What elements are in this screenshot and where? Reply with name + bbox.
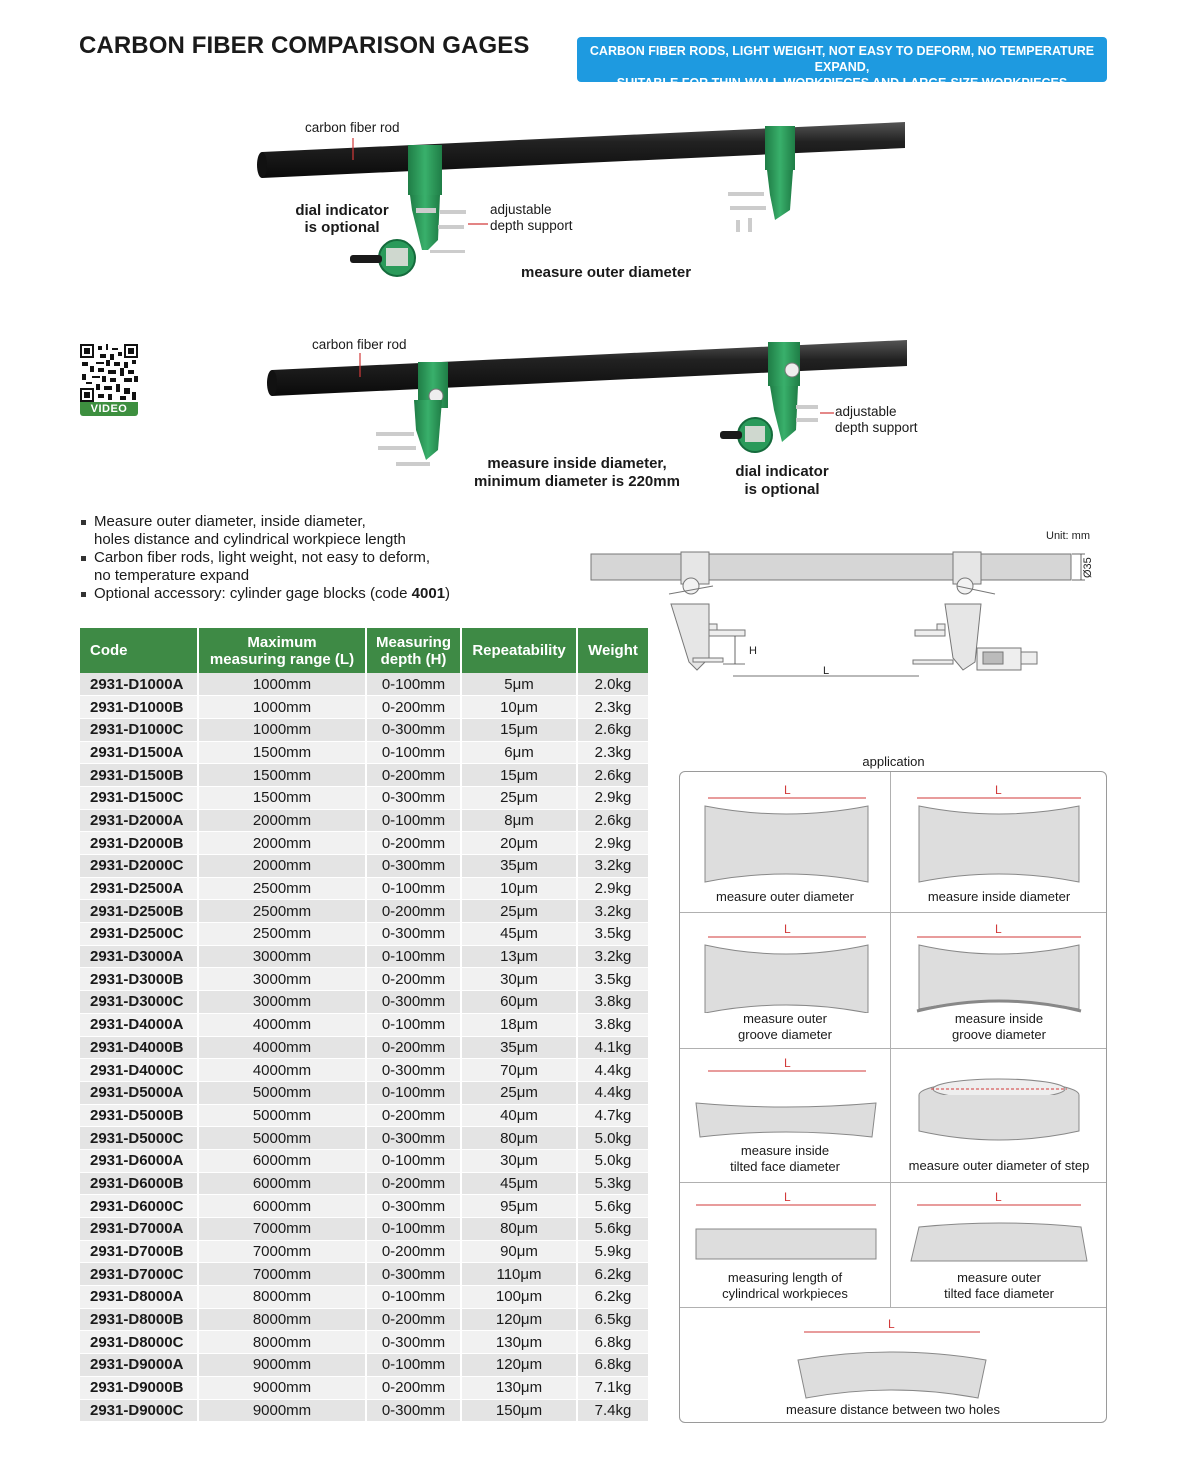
cell-repeatability: 110μm xyxy=(461,1263,577,1286)
dimension-drawing-svg xyxy=(585,540,1105,700)
table-row xyxy=(80,1240,648,1263)
table-row xyxy=(80,1172,648,1195)
cell-weight: 7.4kg xyxy=(577,1399,648,1422)
cell-repeatability: 10μm xyxy=(461,877,577,900)
col-header-repeatability: Repeatability xyxy=(461,628,577,673)
depth-dim-label: H xyxy=(749,645,757,657)
cell-range: 7000mm xyxy=(198,1240,366,1263)
cell-depth: 0-200mm xyxy=(366,1240,461,1263)
cell-code: 2931-D9000B xyxy=(80,1376,198,1399)
cell-range: 7000mm xyxy=(198,1218,366,1241)
cell-code: 2931-D3000A xyxy=(80,945,198,968)
cell-depth: 0-300mm xyxy=(366,1059,461,1082)
l-label: L xyxy=(784,1056,791,1070)
cell-repeatability: 80μm xyxy=(461,1218,577,1241)
bottom-support-line-2: depth support xyxy=(835,420,918,435)
table-row xyxy=(80,673,648,696)
app-cell-inside-groove xyxy=(891,913,1107,1048)
app-caption-7 xyxy=(680,1270,890,1302)
cell-repeatability: 5μm xyxy=(461,673,577,696)
cell-depth: 0-100mm xyxy=(366,809,461,832)
feature-1-line-2: holes distance and cylindrical workpiece length xyxy=(94,531,406,548)
table-row xyxy=(80,764,648,787)
bottom-rod-label: carbon fiber rod xyxy=(312,337,407,352)
cell-repeatability: 25μm xyxy=(461,1081,577,1104)
cell-code: 2931-D2000C xyxy=(80,855,198,878)
video-label: VIDEO xyxy=(80,402,138,416)
table-row xyxy=(80,1149,648,1172)
bottom-dial-line-2: is optional xyxy=(744,481,820,498)
cell-repeatability: 45μm xyxy=(461,1172,577,1195)
app-caption-8 xyxy=(891,1270,1107,1302)
table-row xyxy=(80,809,648,832)
cell-code: 2931-D2000A xyxy=(80,809,198,832)
feature-banner xyxy=(577,37,1107,90)
cell-depth: 0-100mm xyxy=(366,1218,461,1241)
cell-depth: 0-300mm xyxy=(366,1195,461,1218)
feature-3-text: Optional accessory: cylinder gage blocks (code xyxy=(94,585,412,602)
table-row xyxy=(80,741,648,764)
cell-repeatability: 70μm xyxy=(461,1059,577,1082)
cell-weight: 5.0kg xyxy=(577,1127,648,1150)
cell-code: 2931-D3000C xyxy=(80,991,198,1014)
cell-repeatability: 130μm xyxy=(461,1331,577,1354)
cell-weight: 2.0kg xyxy=(577,673,648,696)
bottom-caption-line-1: measure inside diameter, xyxy=(487,455,667,472)
cell-depth: 0-200mm xyxy=(366,1036,461,1059)
app-cell-two-holes xyxy=(680,1308,1106,1423)
app-cell-outer-step xyxy=(891,1049,1107,1182)
l-label: L xyxy=(784,783,791,797)
table-row xyxy=(80,1399,648,1422)
bottom-dial-line-1: dial indicator xyxy=(735,463,829,480)
app-caption-1: measure outer diameter xyxy=(715,889,854,904)
table-row xyxy=(80,1104,648,1127)
cell-repeatability: 95μm xyxy=(461,1195,577,1218)
cell-range: 5000mm xyxy=(198,1081,366,1104)
spec-table xyxy=(80,628,648,1422)
l-label: L xyxy=(995,922,1002,936)
cell-code: 2931-D9000C xyxy=(80,1399,198,1422)
cell-range: 3000mm xyxy=(198,991,366,1014)
cell-depth: 0-100mm xyxy=(366,1081,461,1104)
cell-range: 9000mm xyxy=(198,1376,366,1399)
bottom-dial-label xyxy=(728,463,836,499)
cell-weight: 2.6kg xyxy=(577,718,648,741)
cell-weight: 7.1kg xyxy=(577,1376,648,1399)
cell-range: 9000mm xyxy=(198,1354,366,1377)
l-label: L xyxy=(995,783,1002,797)
banner-line-2: SUITABLE FOR THIN-WALL WORKPIECES AND LARGE-SIZE WORKPIECES xyxy=(616,76,1068,90)
cell-weight: 6.8kg xyxy=(577,1331,648,1354)
depth-header-line-2: depth (H) xyxy=(380,650,447,668)
feature-2-line-2: no temperature expand xyxy=(94,567,250,584)
cell-repeatability: 150μm xyxy=(461,1399,577,1422)
app-cell-inside-diameter xyxy=(891,772,1107,912)
cell-weight: 6.2kg xyxy=(577,1263,648,1286)
cell-code: 2931-D1000B xyxy=(80,696,198,719)
table-row xyxy=(80,1376,648,1399)
table-row xyxy=(80,696,648,719)
cell-repeatability: 8μm xyxy=(461,809,577,832)
cell-weight: 2.9kg xyxy=(577,832,648,855)
cell-code: 2931-D8000A xyxy=(80,1286,198,1309)
cell-range: 8000mm xyxy=(198,1331,366,1354)
col-header-weight: Weight xyxy=(577,628,648,673)
table-row xyxy=(80,1127,648,1150)
cell-range: 7000mm xyxy=(198,1263,366,1286)
cell-range: 6000mm xyxy=(198,1195,366,1218)
cell-depth: 0-200mm xyxy=(366,1376,461,1399)
cell-weight: 3.5kg xyxy=(577,968,648,991)
cell-weight: 2.9kg xyxy=(577,786,648,809)
cell-depth: 0-100mm xyxy=(366,877,461,900)
cell-range: 4000mm xyxy=(198,1036,366,1059)
cell-code: 2931-D2500A xyxy=(80,877,198,900)
app-cell-outer-diameter xyxy=(680,772,890,912)
cell-weight: 2.3kg xyxy=(577,696,648,719)
cell-code: 2931-D6000B xyxy=(80,1172,198,1195)
cell-code: 2931-D2500C xyxy=(80,923,198,946)
cell-weight: 5.3kg xyxy=(577,1172,648,1195)
cell-depth: 0-200mm xyxy=(366,1104,461,1127)
app-cell-outer-groove xyxy=(680,913,890,1048)
feature-1-line-1: Measure outer diameter, inside diameter, xyxy=(94,513,366,530)
cell-range: 4000mm xyxy=(198,1013,366,1036)
bottom-support-label xyxy=(835,404,918,436)
cell-repeatability: 25μm xyxy=(461,786,577,809)
top-rod-assembly xyxy=(257,122,905,276)
cell-weight: 6.2kg xyxy=(577,1286,648,1309)
cell-range: 9000mm xyxy=(198,1399,366,1422)
cell-depth: 0-100mm xyxy=(366,1354,461,1377)
cell-depth: 0-300mm xyxy=(366,786,461,809)
cell-repeatability: 120μm xyxy=(461,1354,577,1377)
cell-range: 1500mm xyxy=(198,764,366,787)
cell-weight: 4.7kg xyxy=(577,1104,648,1127)
feature-item xyxy=(80,513,560,549)
cell-range: 2000mm xyxy=(198,832,366,855)
cell-repeatability: 30μm xyxy=(461,968,577,991)
cell-weight: 3.8kg xyxy=(577,1013,648,1036)
cell-code: 2931-D1500B xyxy=(80,764,198,787)
cell-range: 1500mm xyxy=(198,786,366,809)
table-row xyxy=(80,1331,648,1354)
cell-range: 8000mm xyxy=(198,1308,366,1331)
cell-range: 6000mm xyxy=(198,1172,366,1195)
cell-range: 4000mm xyxy=(198,1059,366,1082)
cell-range: 5000mm xyxy=(198,1104,366,1127)
app-caption-6: measure outer diameter of step xyxy=(908,1158,1090,1173)
col-header-range xyxy=(198,628,366,673)
app-caption-5 xyxy=(680,1143,890,1175)
app-caption-4-line-2: groove diameter xyxy=(952,1027,1046,1042)
bottom-caption-line-2: minimum diameter is 220mm xyxy=(474,473,680,490)
cell-depth: 0-300mm xyxy=(366,1399,461,1422)
cell-repeatability: 130μm xyxy=(461,1376,577,1399)
cell-weight: 4.4kg xyxy=(577,1059,648,1082)
cell-code: 2931-D5000A xyxy=(80,1081,198,1104)
app-caption-5-line-1: measure inside xyxy=(740,1143,830,1158)
cell-weight: 3.5kg xyxy=(577,923,648,946)
app-caption-7-line-2: cylindrical workpieces xyxy=(722,1286,848,1301)
cell-depth: 0-100mm xyxy=(366,741,461,764)
cell-weight: 2.9kg xyxy=(577,877,648,900)
cell-depth: 0-100mm xyxy=(366,1149,461,1172)
cell-repeatability: 100μm xyxy=(461,1286,577,1309)
cell-depth: 0-300mm xyxy=(366,991,461,1014)
cell-weight: 5.6kg xyxy=(577,1195,648,1218)
unit-label: Unit: mm xyxy=(1046,530,1090,542)
table-row xyxy=(80,945,648,968)
cell-range: 3000mm xyxy=(198,945,366,968)
cell-repeatability: 60μm xyxy=(461,991,577,1014)
app-cell-cylinder-length xyxy=(680,1183,890,1307)
cell-repeatability: 35μm xyxy=(461,855,577,878)
cell-range: 5000mm xyxy=(198,1127,366,1150)
cell-repeatability: 15μm xyxy=(461,718,577,741)
product-illustrations xyxy=(200,100,960,520)
table-row xyxy=(80,855,648,878)
cell-depth: 0-300mm xyxy=(366,1331,461,1354)
cell-code: 2931-D9000A xyxy=(80,1354,198,1377)
top-support-label xyxy=(490,202,573,234)
table-row xyxy=(80,1036,648,1059)
app-caption-4-line-1: measure inside xyxy=(954,1011,1044,1026)
top-dial-label xyxy=(290,202,394,236)
table-row xyxy=(80,832,648,855)
page-title: CARBON FIBER COMPARISON GAGES xyxy=(79,32,530,59)
table-row xyxy=(80,877,648,900)
table-row xyxy=(80,991,648,1014)
cell-code: 2931-D2500B xyxy=(80,900,198,923)
cell-code: 2931-D7000A xyxy=(80,1218,198,1241)
bottom-support-line-1: adjustable xyxy=(835,404,897,419)
cell-weight: 6.5kg xyxy=(577,1308,648,1331)
application-grid xyxy=(679,771,1107,1423)
top-support-line-2: depth support xyxy=(490,218,573,233)
cell-depth: 0-300mm xyxy=(366,1263,461,1286)
cell-code: 2931-D6000C xyxy=(80,1195,198,1218)
cell-repeatability: 120μm xyxy=(461,1308,577,1331)
cell-weight: 3.2kg xyxy=(577,855,648,878)
cell-weight: 4.1kg xyxy=(577,1036,648,1059)
cell-depth: 0-100mm xyxy=(366,673,461,696)
app-caption-3-line-2: groove diameter xyxy=(738,1027,832,1042)
table-row xyxy=(80,1218,648,1241)
cell-weight: 6.8kg xyxy=(577,1354,648,1377)
cell-code: 2931-D4000C xyxy=(80,1059,198,1082)
table-row xyxy=(80,1081,648,1104)
cell-repeatability: 80μm xyxy=(461,1127,577,1150)
cell-code: 2931-D7000B xyxy=(80,1240,198,1263)
table-row xyxy=(80,1059,648,1082)
table-row xyxy=(80,786,648,809)
cell-range: 2500mm xyxy=(198,923,366,946)
app-cell-outer-tilted xyxy=(891,1183,1107,1307)
cell-repeatability: 45μm xyxy=(461,923,577,946)
cell-depth: 0-200mm xyxy=(366,832,461,855)
cell-code: 2931-D1500A xyxy=(80,741,198,764)
cell-depth: 0-100mm xyxy=(366,1013,461,1036)
range-header-line-2: measuring range (L) xyxy=(209,650,355,668)
cell-weight: 3.2kg xyxy=(577,945,648,968)
cell-weight: 2.6kg xyxy=(577,809,648,832)
cell-depth: 0-100mm xyxy=(366,1286,461,1309)
cell-range: 1000mm xyxy=(198,718,366,741)
cell-repeatability: 90μm xyxy=(461,1240,577,1263)
spec-table-body xyxy=(80,673,648,1422)
cell-range: 2500mm xyxy=(198,900,366,923)
cell-code: 2931-D5000B xyxy=(80,1104,198,1127)
cell-weight: 3.2kg xyxy=(577,900,648,923)
cell-weight: 5.9kg xyxy=(577,1240,648,1263)
qr-code-icon xyxy=(80,344,138,402)
app-caption-2: measure inside diameter xyxy=(927,889,1071,904)
top-dial-line-1: dial indicator xyxy=(295,202,389,219)
banner-line-1: CARBON FIBER RODS, LIGHT WEIGHT, NOT EASY TO DEFORM, NO TEMPERATURE EXPAND, xyxy=(589,44,1095,74)
app-caption-7-line-1: measuring length of xyxy=(727,1270,843,1285)
cell-depth: 0-300mm xyxy=(366,855,461,878)
cell-depth: 0-300mm xyxy=(366,1127,461,1150)
table-row xyxy=(80,1013,648,1036)
feature-3-end: ) xyxy=(445,585,451,602)
l-label: L xyxy=(888,1317,895,1331)
cell-code: 2931-D5000C xyxy=(80,1127,198,1150)
video-qr-code[interactable] xyxy=(80,344,138,416)
table-row xyxy=(80,1263,648,1286)
cell-range: 2000mm xyxy=(198,855,366,878)
range-header-line-1: Maximum xyxy=(247,633,317,651)
cell-code: 2931-D4000A xyxy=(80,1013,198,1036)
cell-code: 2931-D1000C xyxy=(80,718,198,741)
l-label: L xyxy=(784,922,791,936)
cell-range: 1000mm xyxy=(198,696,366,719)
cell-repeatability: 15μm xyxy=(461,764,577,787)
cell-code: 2931-D7000C xyxy=(80,1263,198,1286)
bottom-caption xyxy=(464,455,690,491)
cell-depth: 0-100mm xyxy=(366,945,461,968)
cell-weight: 2.6kg xyxy=(577,764,648,787)
feature-2-line-1: Carbon fiber rods, light weight, not easy to deform, xyxy=(94,549,431,566)
cell-repeatability: 25μm xyxy=(461,900,577,923)
application-title: application xyxy=(862,754,925,769)
col-header-depth xyxy=(366,628,461,673)
app-caption-5-line-2: tilted face diameter xyxy=(730,1159,840,1174)
cell-repeatability: 10μm xyxy=(461,696,577,719)
table-row xyxy=(80,1308,648,1331)
cell-range: 8000mm xyxy=(198,1286,366,1309)
cell-depth: 0-300mm xyxy=(366,718,461,741)
cell-weight: 3.8kg xyxy=(577,991,648,1014)
cell-range: 2000mm xyxy=(198,809,366,832)
top-rod-label: carbon fiber rod xyxy=(305,120,400,135)
table-row xyxy=(80,923,648,946)
cell-code: 2931-D4000B xyxy=(80,1036,198,1059)
bottom-rod-assembly xyxy=(267,340,907,466)
app-caption-9: measure distance between two holes xyxy=(786,1402,1000,1417)
cell-weight: 2.3kg xyxy=(577,741,648,764)
accessory-code: 4001 xyxy=(411,585,446,602)
cell-repeatability: 35μm xyxy=(461,1036,577,1059)
depth-header-line-1: Measuring xyxy=(375,633,451,651)
table-row xyxy=(80,1354,648,1377)
cell-code: 2931-D3000B xyxy=(80,968,198,991)
table-row xyxy=(80,1286,648,1309)
length-dim-label: L xyxy=(823,665,830,677)
cell-depth: 0-200mm xyxy=(366,764,461,787)
cell-depth: 0-200mm xyxy=(366,1172,461,1195)
cell-depth: 0-200mm xyxy=(366,900,461,923)
cell-code: 2931-D8000B xyxy=(80,1308,198,1331)
cell-repeatability: 13μm xyxy=(461,945,577,968)
cell-code: 2931-D6000A xyxy=(80,1149,198,1172)
l-label: L xyxy=(995,1190,1002,1204)
app-cell-inside-tilted xyxy=(680,1049,890,1182)
cell-range: 1000mm xyxy=(198,673,366,696)
feature-item xyxy=(80,585,560,603)
cell-repeatability: 6μm xyxy=(461,741,577,764)
cell-code: 2931-D1000A xyxy=(80,673,198,696)
cell-weight: 4.4kg xyxy=(577,1081,648,1104)
table-header-row xyxy=(80,628,648,673)
cell-repeatability: 40μm xyxy=(461,1104,577,1127)
table-row xyxy=(80,900,648,923)
cell-range: 1500mm xyxy=(198,741,366,764)
app-caption-4 xyxy=(891,1011,1107,1043)
cell-range: 2500mm xyxy=(198,877,366,900)
top-support-line-1: adjustable xyxy=(490,202,552,217)
diameter-label: Ø35 xyxy=(1082,557,1094,578)
cell-repeatability: 18μm xyxy=(461,1013,577,1036)
app-caption-3-line-1: measure outer xyxy=(743,1011,827,1026)
top-caption: measure outer diameter xyxy=(521,264,692,281)
app-caption-8-line-1: measure outer xyxy=(957,1270,1041,1285)
app-caption-8-line-2: tilted face diameter xyxy=(944,1286,1054,1301)
table-row xyxy=(80,718,648,741)
top-dial-line-2: is optional xyxy=(304,219,380,236)
table-row xyxy=(80,968,648,991)
l-label: L xyxy=(784,1190,791,1204)
cell-depth: 0-200mm xyxy=(366,1308,461,1331)
cell-repeatability: 20μm xyxy=(461,832,577,855)
cell-weight: 5.0kg xyxy=(577,1149,648,1172)
cell-weight: 5.6kg xyxy=(577,1218,648,1241)
cell-depth: 0-200mm xyxy=(366,968,461,991)
cell-depth: 0-300mm xyxy=(366,923,461,946)
cell-range: 6000mm xyxy=(198,1149,366,1172)
feature-list xyxy=(80,513,560,603)
cell-code: 2931-D1500C xyxy=(80,786,198,809)
col-header-code: Code xyxy=(80,628,198,673)
cell-repeatability: 30μm xyxy=(461,1149,577,1172)
cell-depth: 0-200mm xyxy=(366,696,461,719)
dimension-drawing xyxy=(585,540,1105,700)
cell-code: 2931-D8000C xyxy=(80,1331,198,1354)
feature-item xyxy=(80,549,560,585)
app-caption-3 xyxy=(680,1011,890,1043)
table-row xyxy=(80,1195,648,1218)
cell-code: 2931-D2000B xyxy=(80,832,198,855)
cell-range: 3000mm xyxy=(198,968,366,991)
